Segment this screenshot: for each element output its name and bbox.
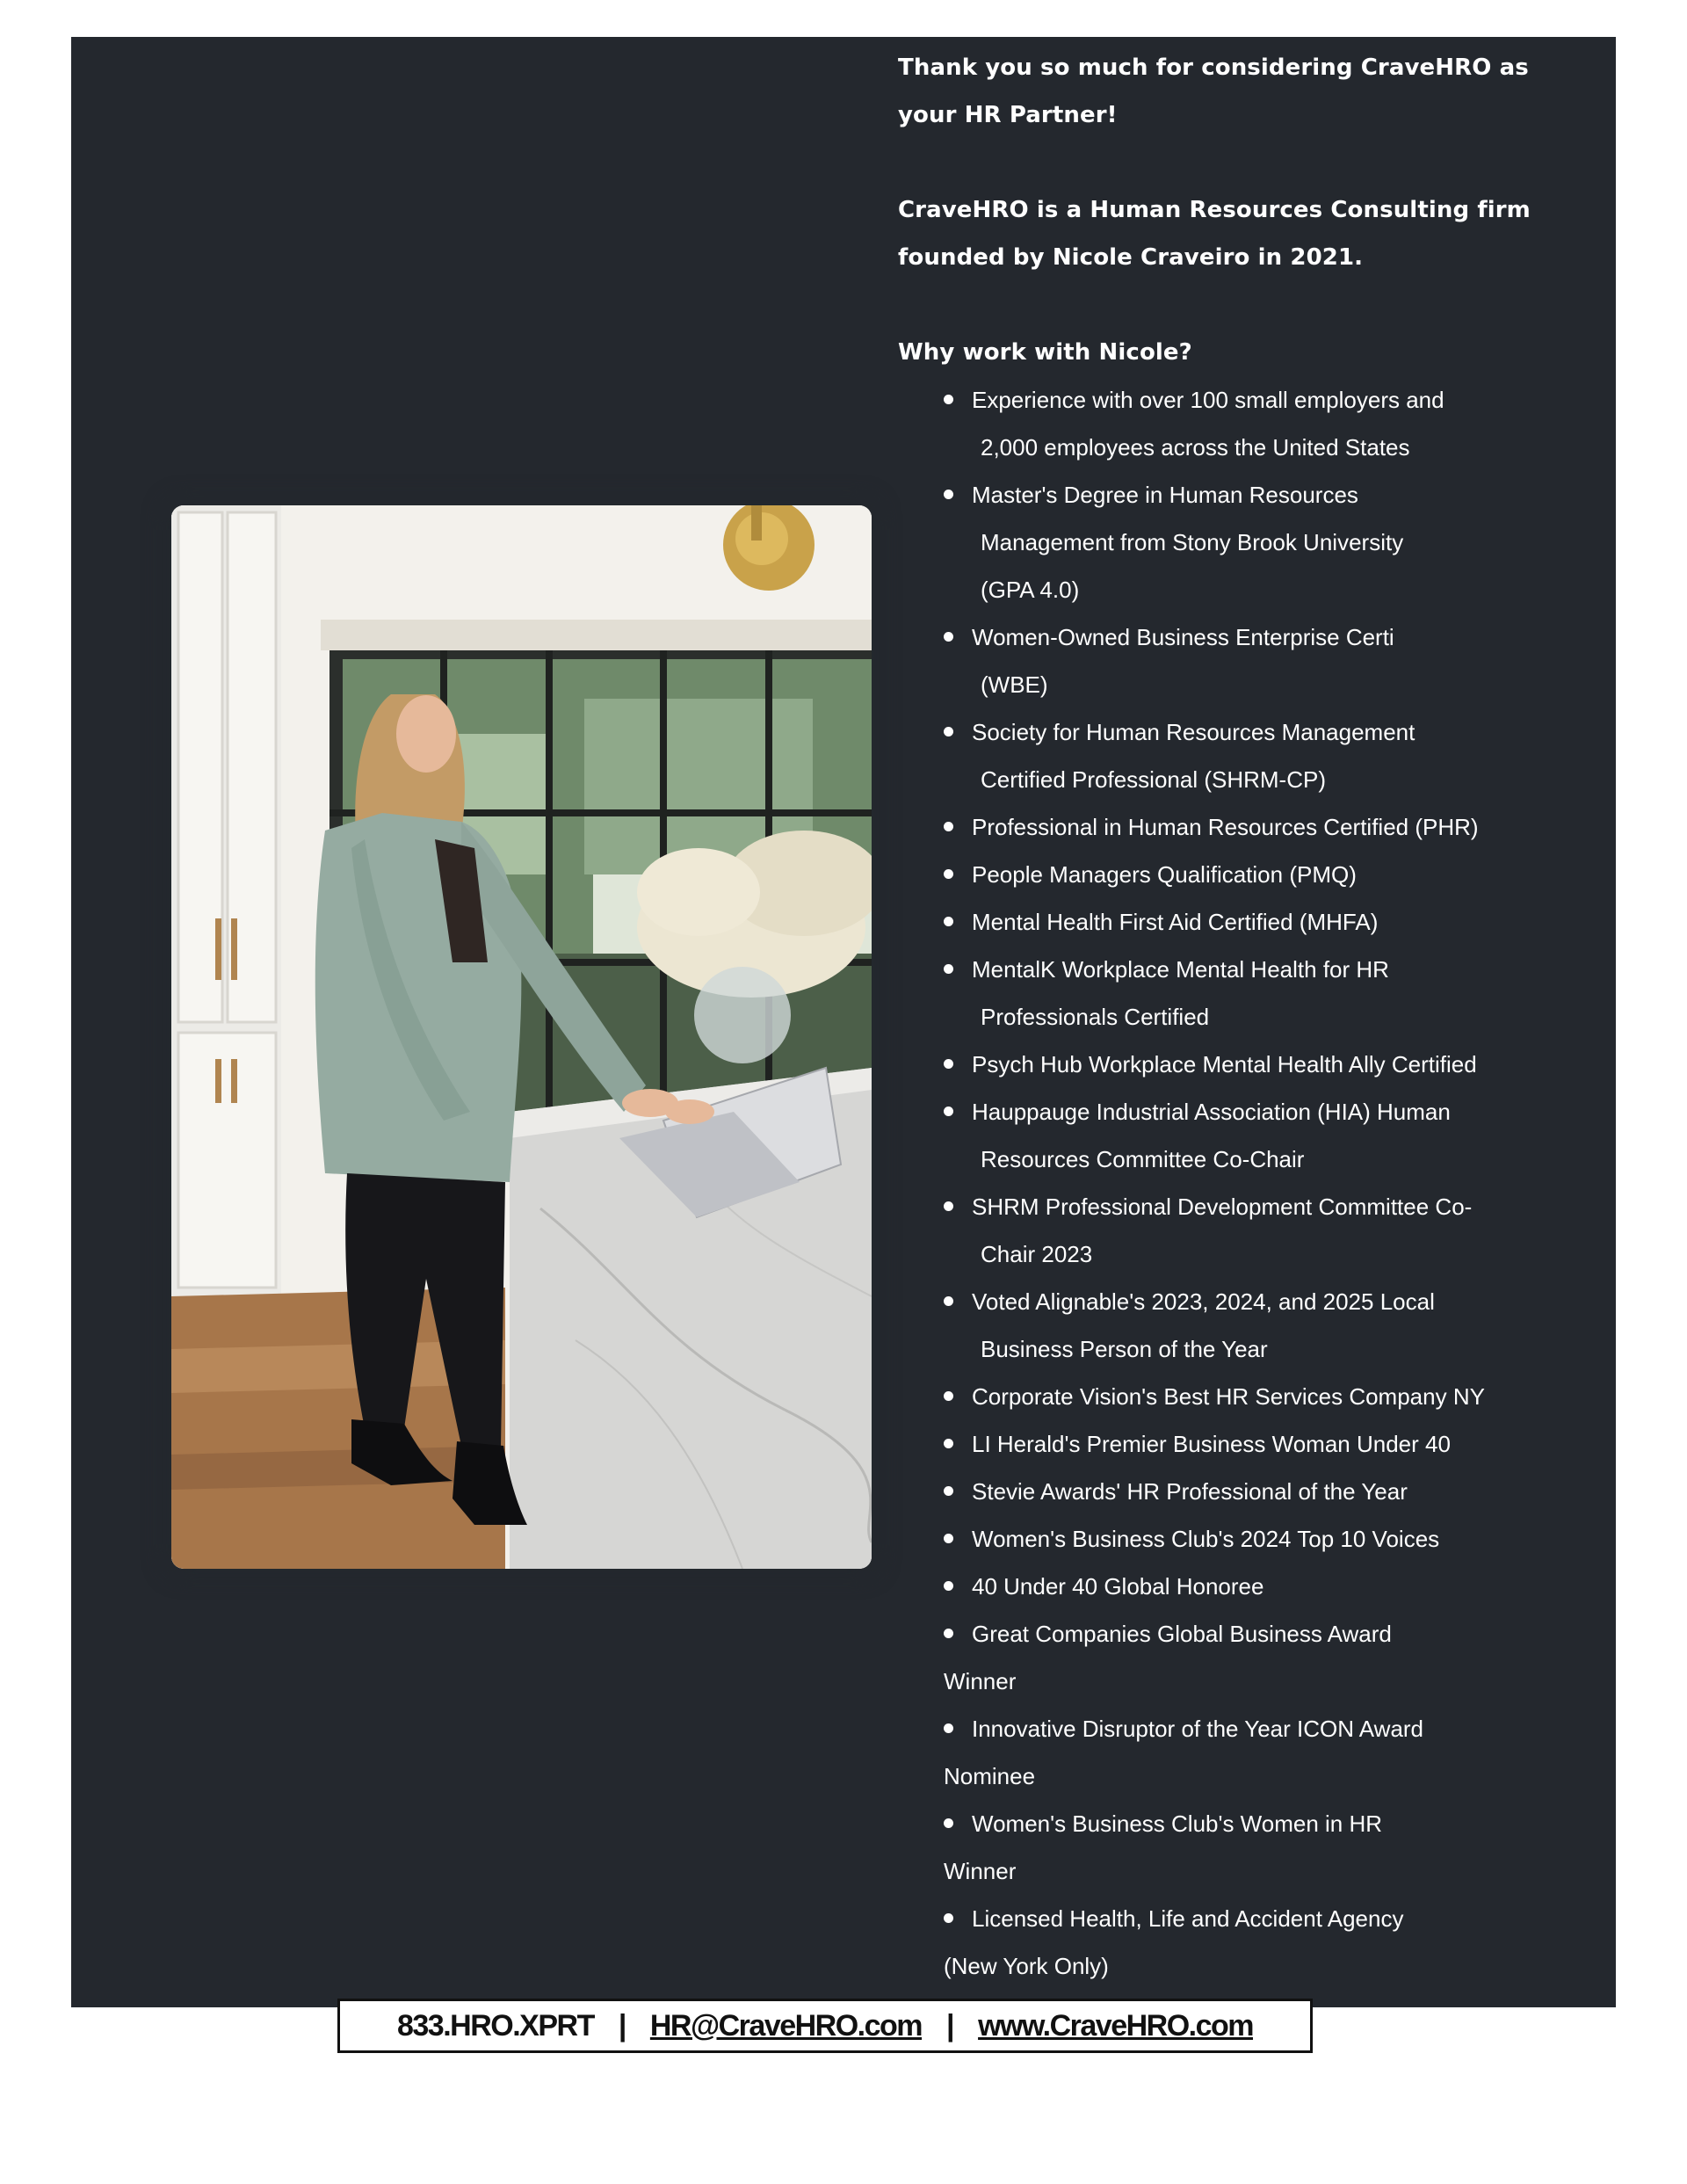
list-item-continuation: Management from Stony Brook University xyxy=(981,529,1404,555)
list-item-continuation: (New York Only) xyxy=(944,1953,1109,1979)
list-item-continuation: (WBE) xyxy=(981,671,1048,698)
bullet-dot-icon xyxy=(944,1534,953,1543)
list-item xyxy=(898,376,1531,471)
list-item-text: Experience with over 100 small employers and xyxy=(972,387,1444,413)
list-item-text: 40 Under 40 Global Honoree xyxy=(972,1573,1264,1600)
list-item xyxy=(898,471,1531,613)
bullet-dot-icon xyxy=(944,727,953,736)
spacer xyxy=(898,281,1531,329)
list-item xyxy=(898,946,1531,1041)
list-item xyxy=(898,851,1531,898)
list-item xyxy=(898,1515,1531,1563)
list-item-text: Master's Degree in Human Resources xyxy=(972,482,1358,508)
list-item-text: Stevie Awards' HR Professional of the Year xyxy=(972,1478,1408,1505)
list-item-continuation: Certified Professional (SHRM-CP) xyxy=(981,766,1326,793)
list-item-text: Society for Human Resources Management xyxy=(972,719,1415,745)
list-item xyxy=(898,1895,1531,1990)
list-item-text: LI Herald's Premier Business Woman Under 40 xyxy=(972,1431,1451,1457)
bullet-dot-icon xyxy=(944,1439,953,1448)
bullet-dot-icon xyxy=(944,1296,953,1306)
credentials-list xyxy=(898,376,1531,1990)
list-item xyxy=(898,1278,1531,1373)
list-item-text: Innovative Disruptor of the Year ICON Award xyxy=(972,1716,1424,1742)
list-item-continuation: Business Person of the Year xyxy=(981,1336,1268,1362)
list-item xyxy=(898,1088,1531,1183)
list-item-text: Corporate Vision's Best HR Services Company NY xyxy=(972,1383,1485,1410)
contact-footer xyxy=(337,1999,1313,2053)
list-item xyxy=(898,1373,1531,1420)
list-item-text: Women's Business Club's Women in HR xyxy=(972,1810,1383,1837)
list-item xyxy=(898,1041,1531,1088)
list-item xyxy=(898,1563,1531,1610)
list-item xyxy=(898,708,1531,803)
list-item-text: People Managers Qualification (PMQ) xyxy=(972,861,1357,888)
list-item-text: MentalK Workplace Mental Health for HR xyxy=(972,956,1389,983)
list-item xyxy=(898,1468,1531,1515)
list-item-text: Voted Alignable's 2023, 2024, and 2025 Local xyxy=(972,1288,1435,1315)
list-item-continuation: 2,000 employees across the United States xyxy=(981,434,1410,461)
intro-line-about-1: CraveHRO is a Human Resources Consulting firm xyxy=(898,197,1531,223)
bullet-dot-icon xyxy=(944,1107,953,1116)
list-item-text: Mental Health First Aid Certified (MHFA) xyxy=(972,909,1379,935)
email-link[interactable]: HR@CraveHRO.com xyxy=(649,2008,923,2043)
bullet-dot-icon xyxy=(944,632,953,642)
list-item xyxy=(898,1610,1531,1705)
list-item-text: Professional in Human Resources Certified (PHR) xyxy=(972,814,1479,840)
list-item-continuation: Professionals Certified xyxy=(981,1004,1210,1030)
separator: | xyxy=(618,2008,626,2043)
list-item-text: Women-Owned Business Enterprise Certi xyxy=(972,624,1394,650)
list-item xyxy=(898,1705,1531,1800)
intro-line-about-2: founded by Nicole Craveiro in 2021. xyxy=(898,244,1364,271)
list-item-continuation: Chair 2023 xyxy=(981,1241,1093,1267)
bullet-dot-icon xyxy=(944,395,953,404)
list-item-text: SHRM Professional Development Committee Co- xyxy=(972,1194,1473,1220)
list-item-continuation: Winner xyxy=(944,1858,1017,1884)
text-column xyxy=(898,44,1531,1990)
list-item-text: Great Companies Global Business Award xyxy=(972,1621,1392,1647)
list-item xyxy=(898,803,1531,851)
bullet-dot-icon xyxy=(944,1581,953,1591)
list-item xyxy=(898,1800,1531,1895)
list-item xyxy=(898,1420,1531,1468)
intro-block xyxy=(898,44,1531,376)
bullet-dot-icon xyxy=(944,869,953,879)
intro-line-thanks-1: Thank you so much for considering CraveHRO as xyxy=(898,54,1529,81)
website-link[interactable]: www.CraveHRO.com xyxy=(978,2008,1254,2043)
list-item xyxy=(898,613,1531,708)
bullet-dot-icon xyxy=(944,1629,953,1638)
intro-line-thanks-2: your HR Partner! xyxy=(898,102,1118,128)
list-item xyxy=(898,1183,1531,1278)
bullet-dot-icon xyxy=(944,822,953,831)
bullet-dot-icon xyxy=(944,1913,953,1923)
bullet-dot-icon xyxy=(944,964,953,974)
list-item-text: Hauppauge Industrial Association (HIA) Human xyxy=(972,1099,1451,1125)
list-item-text: Licensed Health, Life and Accident Agency xyxy=(972,1905,1404,1932)
list-item-continuation: (GPA 4.0) xyxy=(981,577,1080,603)
separator: | xyxy=(946,2008,954,2043)
bullet-dot-icon xyxy=(944,1486,953,1496)
list-item-text: Psych Hub Workplace Mental Health Ally Certified xyxy=(972,1051,1477,1077)
bullet-dot-icon xyxy=(944,490,953,499)
list-item-text: Women's Business Club's 2024 Top 10 Voices xyxy=(972,1526,1440,1552)
portrait-photo xyxy=(171,505,872,1569)
list-item-continuation: Winner xyxy=(944,1668,1017,1694)
phone-number: 833.HRO.XPRT xyxy=(396,2008,594,2043)
list-item-continuation: Resources Committee Co-Chair xyxy=(981,1146,1305,1172)
bullet-dot-icon xyxy=(944,1723,953,1733)
list-item xyxy=(898,898,1531,946)
bullet-dot-icon xyxy=(944,1201,953,1211)
bullet-dot-icon xyxy=(944,917,953,926)
bullet-dot-icon xyxy=(944,1391,953,1401)
list-item-continuation: Nominee xyxy=(944,1763,1036,1789)
why-heading: Why work with Nicole? xyxy=(898,339,1192,366)
spacer xyxy=(898,139,1531,186)
bullet-dot-icon xyxy=(944,1059,953,1069)
woman-at-laptop-illustration xyxy=(171,505,872,1569)
bullet-dot-icon xyxy=(944,1818,953,1828)
